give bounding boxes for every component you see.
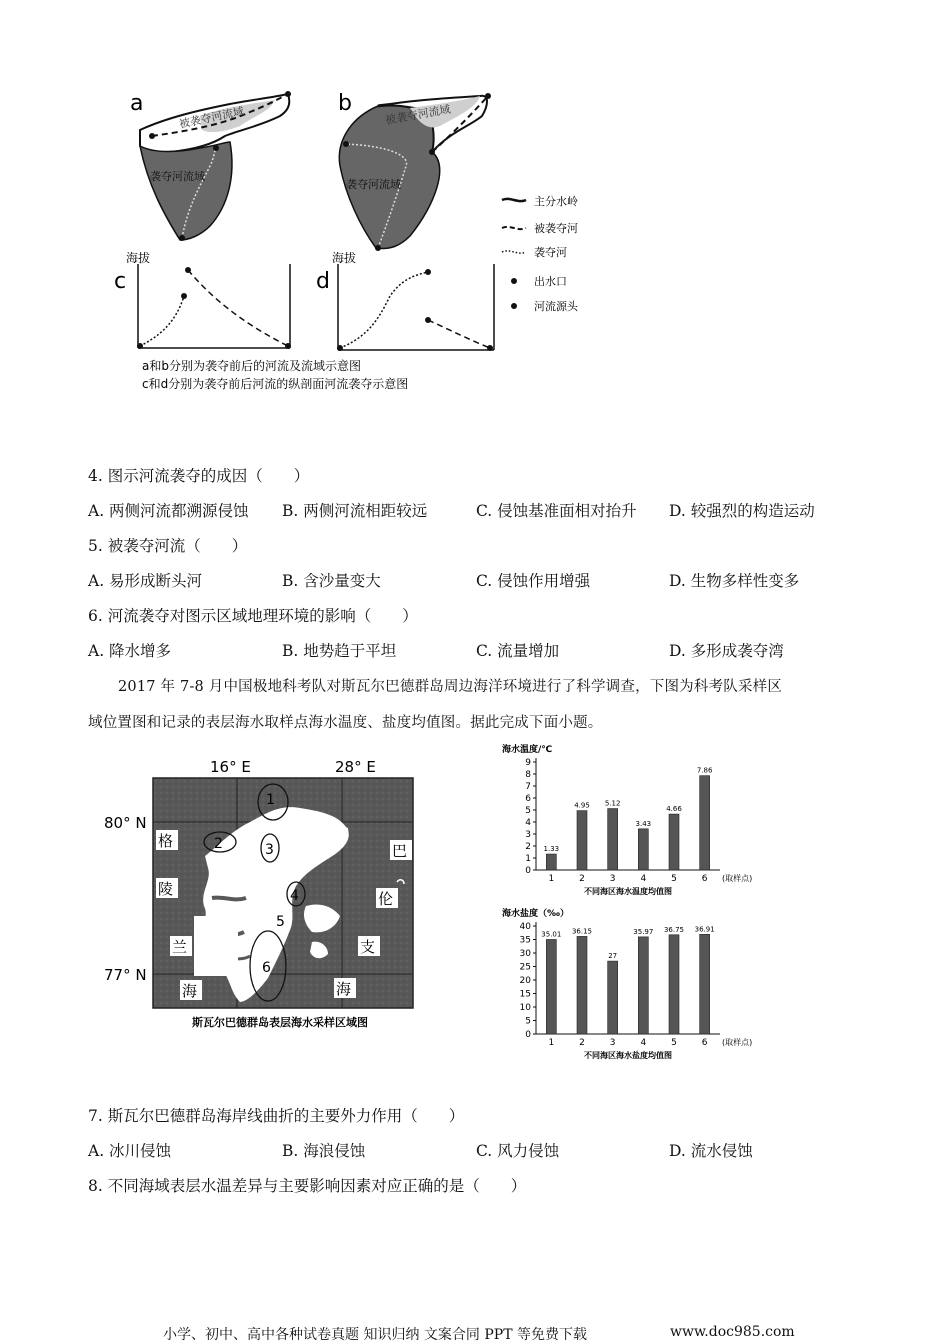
sample-point-6: 6 [262,960,271,976]
altitude-label-d: 海拔 [332,251,357,265]
temp-ytick-label: 9 [525,758,531,768]
capturing-basin-a [140,142,232,240]
source-dot-icon [511,303,517,309]
panel-b-label: b [338,91,352,116]
latitude-80n: 80° N [104,814,147,832]
temp-ytick-label: 5 [525,806,531,816]
question-4-stem: 4. 图示河流袭夺的成因（ ） [88,467,310,485]
salinity-xtick-label: 3 [609,1038,616,1048]
temp-ytick-label: 7 [525,782,531,792]
salinity-ytick-label: 15 [519,989,531,1000]
temp-bar [608,809,618,870]
salinity-chart [500,906,770,1066]
temp-bar [638,829,648,870]
salinity-ytick-label: 20 [519,976,531,986]
captured-basin-label-a: 被袭夺河流域 [177,104,246,131]
question-5-stem: 5. 被袭夺河流（ ） [88,537,248,555]
temp-ytick-label: 1 [525,854,531,864]
temp-ytick-label: 4 [525,818,531,828]
captured-basin-label-b: 被袭夺河流域 [384,102,452,127]
temp-ytick-label: 8 [525,770,531,780]
salinity-value-label: 36.15 [571,927,593,936]
salinity-xtick-label: 5 [671,1038,677,1048]
temp-value-label: 4.66 [666,805,682,814]
question-6-option-c[interactable]: C. 流量增加 [476,642,560,660]
temp-ytick-label: 2 [525,842,531,852]
temp-xlabel: (取样点) [722,874,753,883]
intro-line-2: 域位置图和记录的表层海水取样点海水温度、盐度均值图。据此完成下面小题。 [88,715,603,731]
footer-text: 小学、初中、高中各种试卷真题 知识归纳 文案合同 PPT 等免费下载 [163,1327,587,1343]
legend-label-source: 河流源头 [534,300,578,313]
salinity-xlabel: (取样点) [722,1038,753,1047]
temperature-chart-svg [500,742,770,902]
salinity-bar [638,937,648,1034]
capturing-basin-label-b: 袭夺河流域 [346,178,401,191]
temp-bar [700,776,710,870]
sea-label-right-1: 巴 [392,842,408,860]
sample-point-3: 3 [265,842,274,858]
temp-ytick-label: 3 [525,830,531,840]
salinity-ytick-label: 25 [519,962,531,973]
salinity-bar [577,936,587,1034]
salinity-xtick-label: 1 [548,1038,555,1048]
temp-value-label: 1.33 [543,845,560,854]
temp-xtick-label: 1 [548,874,555,884]
sea-label-right-4: 海 [336,980,352,998]
salinity-bar [669,935,679,1034]
salinity-caption: 不同海区海水盐度均值图 [584,1051,672,1060]
longitude-16e: 16° E [210,758,251,776]
temp-xtick-label: 3 [609,874,616,884]
figure1-caption-line2: c和d分别为袭夺前后河流的纵剖面河流袭夺示意图 [142,377,409,391]
temp-caption: 不同海区海水温度均值图 [584,887,672,896]
temp-value-label: 7.86 [696,766,713,775]
question-6-stem: 6. 河流袭夺对图示区域地理环境的影响（ ） [88,607,418,625]
legend-label-capturing: 袭夺河 [534,246,567,259]
dashed-line-icon [502,227,526,229]
sea-label-left-4: 海 [182,982,198,1000]
temp-value-label: 4.95 [574,801,590,810]
salinity-value-label: 36.91 [694,925,715,934]
sea-label-right-2: 伦 [378,890,394,908]
altitude-label-c: 海拔 [126,251,151,265]
salinity-ytick-label: 0 [525,1030,531,1040]
sample-point-5: 5 [276,914,285,930]
temp-xtick-label: 5 [671,874,677,884]
legend-label-divide: 主分水岭 [534,195,578,208]
salinity-bar [546,939,556,1034]
temperature-chart [500,742,770,902]
question-4-option-b[interactable]: B. 两侧河流相距较远 [282,502,428,520]
capturing-basin-b [339,105,439,248]
panel-a-label: a [130,91,144,116]
panel-c-label: c [114,269,127,294]
salinity-ytick-label: 10 [519,1003,531,1013]
question-4-option-a[interactable]: A. 两侧河流都溯源侵蚀 [88,502,249,520]
figure1-legend [496,190,616,320]
salinity-ylabel: 海水盐度（‰） [502,909,569,919]
question-7-option-a[interactable]: A. 冰川侵蚀 [88,1142,172,1160]
salinity-ytick-label: 5 [525,1016,531,1027]
capturing-basin-label-a: 袭夺河流域 [150,170,205,183]
salinity-chart-svg [500,906,770,1066]
salinity-bar [700,934,710,1034]
temp-bar [577,811,587,870]
temp-value-label: 3.43 [635,819,652,828]
figure1-caption-line1: a和b分别为袭夺前后的河流及流域示意图 [142,359,361,373]
salinity-ytick-label: 40 [519,922,531,932]
longitude-28e: 28° E [335,758,376,776]
question-5-option-c[interactable]: C. 侵蚀作用增强 [476,572,591,590]
footer-site-link[interactable]: www.doc985.com [670,1324,795,1340]
question-7-option-d[interactable]: D. 流水侵蚀 [669,1142,753,1160]
temp-xtick-label: 6 [701,874,708,884]
question-5-option-b[interactable]: B. 含沙量变大 [282,572,381,590]
question-7-option-b[interactable]: B. 海浪侵蚀 [282,1142,366,1160]
salinity-xtick-label: 2 [579,1038,585,1048]
dotted-line-icon [502,251,526,253]
question-7-option-c[interactable]: C. 风力侵蚀 [476,1142,560,1160]
salinity-ytick-label: 35 [519,935,531,946]
legend-label-outlet: 出水口 [534,275,567,288]
salinity-xtick-label: 6 [701,1038,708,1048]
question-5-option-d[interactable]: D. 生物多样性变多 [669,572,800,590]
question-6-option-b[interactable]: B. 地势趋于平坦 [282,642,397,660]
temp-bar [546,854,556,870]
sea-label-left-1: 格 [158,832,174,850]
intro-line-1: 2017 年 7-8 月中国极地科考队对斯瓦尔巴德群岛周边海洋环境进行了科学调查，下图为科考队采样区 [118,679,783,695]
land-strip [194,916,238,976]
temp-xtick-label: 4 [640,874,647,884]
salinity-ytick-label: 30 [519,949,531,959]
salinity-bar [608,961,618,1034]
salinity-value-label: 36.75 [663,925,685,934]
temp-ytick-label: 0 [525,866,531,876]
question-4-option-d[interactable]: D. 较强烈的构造运动 [669,502,815,520]
temp-ytick-label: 6 [525,794,531,804]
svalbard-sampling-map [100,756,430,1034]
salinity-xtick-label: 4 [640,1038,647,1048]
solid-line-icon [502,199,526,201]
sample-point-2: 2 [214,836,223,852]
sample-point-4: 4 [290,888,299,904]
salinity-value-label: 35.97 [633,927,654,936]
temp-value-label: 5.12 [604,799,621,808]
salinity-value-label: 27 [608,952,618,961]
question-5-option-a[interactable]: A. 易形成断头河 [88,572,203,590]
sea-label-right-3: 支 [360,938,376,956]
sea-label-left-2: 陵 [158,880,174,898]
question-6-option-a[interactable]: A. 降水增多 [88,642,172,660]
salinity-value-label: 35.01 [541,930,562,939]
panel-d-label: d [316,269,330,294]
temp-ylabel: 海水温度/℃ [502,745,553,755]
question-8-stem: 8. 不同海域表层水温差异与主要影响因素对应正确的是（ ） [88,1177,527,1195]
latitude-77n: 77° N [104,966,147,984]
question-6-option-d[interactable]: D. 多形成袭夺湾 [669,642,784,660]
question-7-stem: 7. 斯瓦尔巴德群岛海岸线曲折的主要外力作用（ ） [88,1107,465,1125]
temp-xtick-label: 2 [579,874,585,884]
sea-label-left-3: 兰 [172,938,188,956]
outlet-dot-icon [511,278,517,284]
temp-bar [669,814,679,870]
sample-point-1: 1 [266,792,275,808]
map-caption: 斯瓦尔巴德群岛表层海水采样区域图 [192,1016,368,1029]
question-4-option-c[interactable]: C. 侵蚀基准面相对抬升 [476,502,637,520]
legend-label-captured: 被袭夺河 [534,222,578,235]
